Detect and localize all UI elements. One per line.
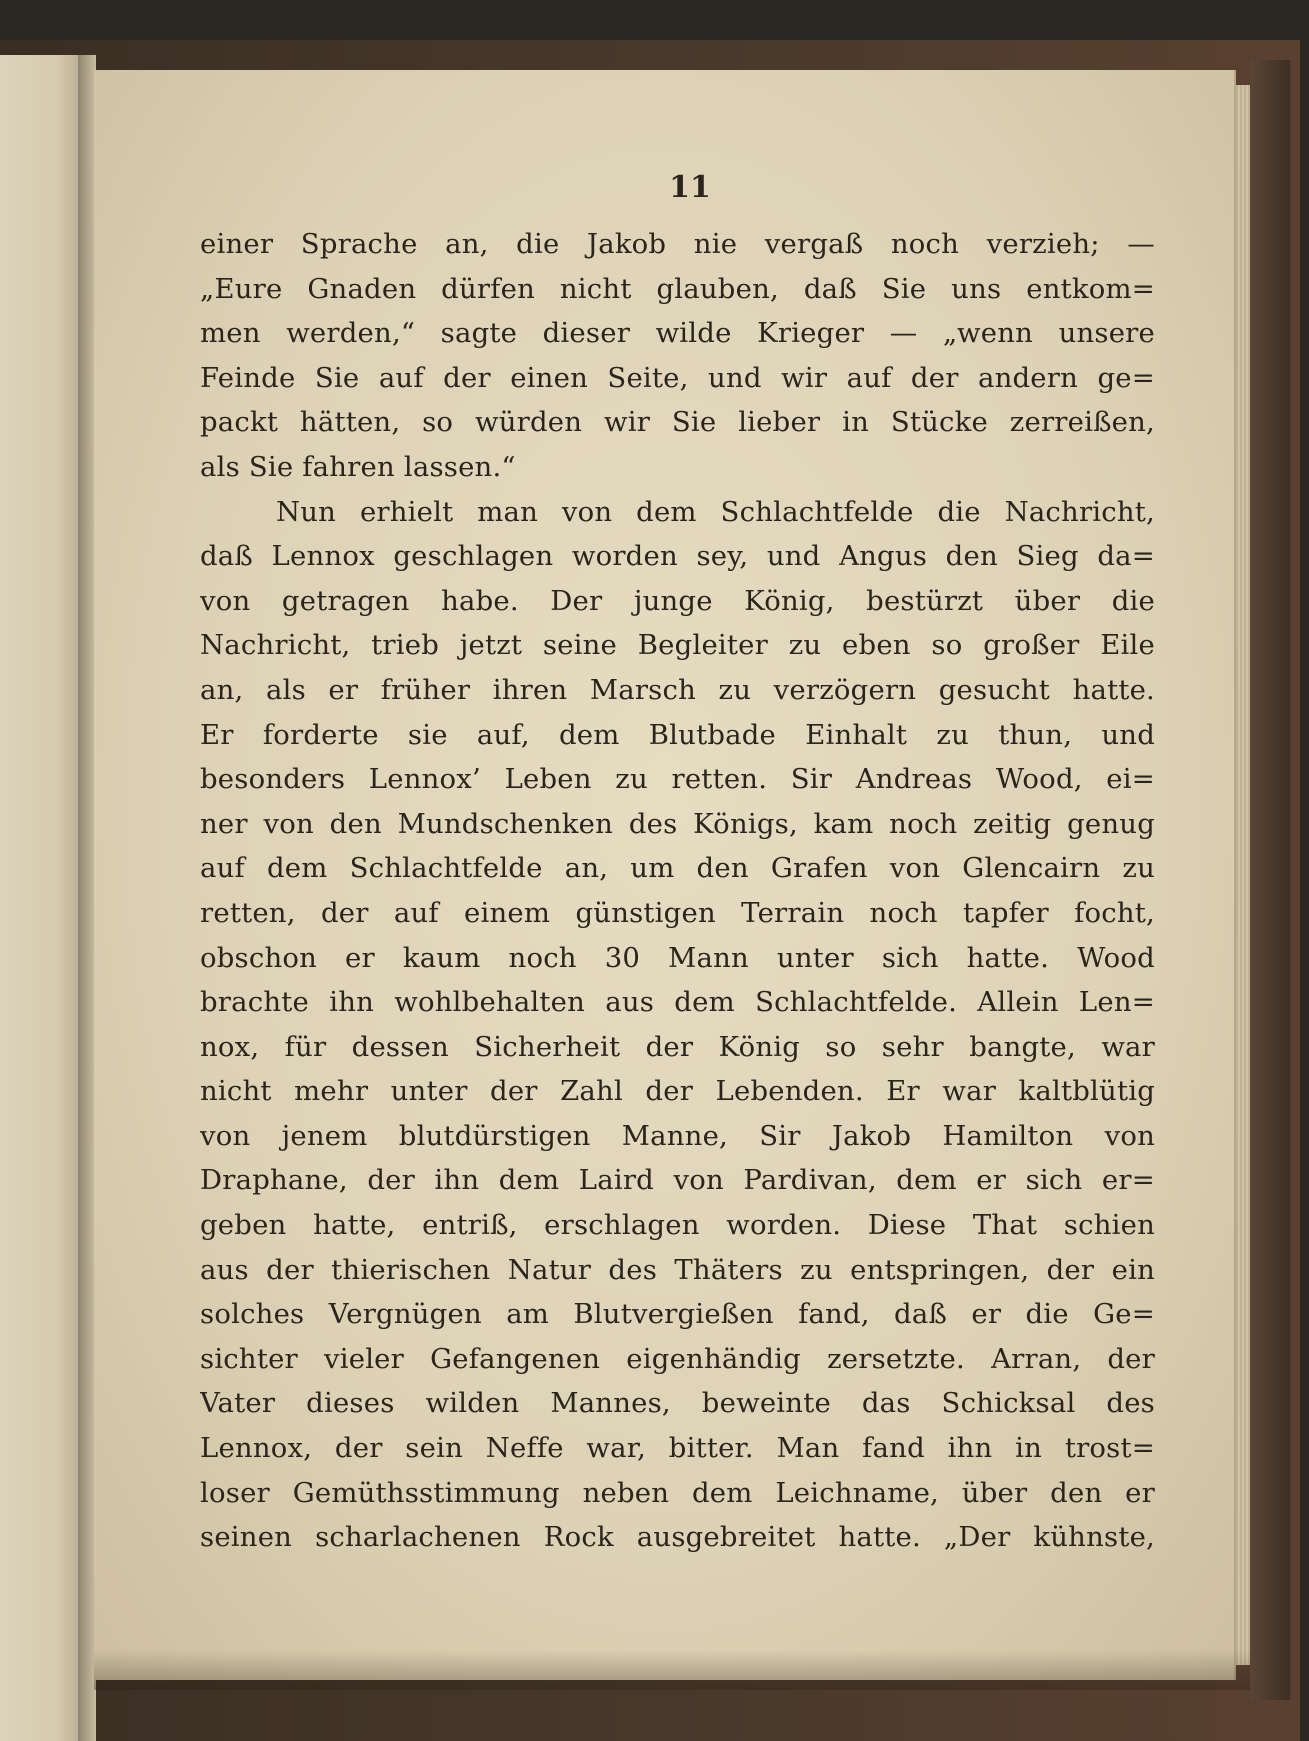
text-line: nicht mehr unter der Zahl der Lebenden. Er war kaltblütig [200,1075,1155,1108]
paragraph-start-line: Nun erhielt man von dem Schlachtfelde die Nachricht, [276,495,1155,528]
text-line: solches Vergnügen am Blutvergießen fand, daß er die Ge= [200,1298,1155,1331]
text-line: Feinde Sie auf der einen Seite, und wir auf der andern ge= [200,361,1155,394]
text-line: loser Gemüthsstimmung neben dem Leichname, über den er [200,1476,1155,1509]
text-line: an, als er früher ihren Marsch zu verzögern gesucht hatte. [200,673,1155,706]
book-cover-edge [1250,60,1290,1700]
left-page-edge [0,55,82,1741]
text-line: packt hätten, so würden wir Sie lieber in Stücke zerreißen, [200,406,1155,439]
text-line: obschon er kaum noch 30 Mann unter sich hatte. Wood [200,941,1155,974]
text-line: retten, der auf einem günstigen Terrain noch tapfer focht, [200,896,1155,929]
text-line: seinen scharlachenen Rock ausgebreitet hatte. „Der kühnste, [200,1521,1155,1554]
text-line: Draphane, der ihn dem Laird von Pardivan, dem er sich er= [200,1164,1155,1197]
page-stack-edges [1234,85,1250,1665]
text-line: geben hatte, entriß, erschlagen worden. Diese That schien [200,1209,1155,1242]
text-line: Vater dieses wilden Mannes, beweinte das Schicksal des [200,1387,1155,1420]
text-line: von getragen habe. Der junge König, bestürzt über die [200,584,1155,617]
text-line: sichter vieler Gefangenen eigenhändig zersetzte. Arran, der [200,1342,1155,1375]
text-line: aus der thierischen Natur des Thäters zu entspringen, der ein [200,1253,1155,1286]
text-line: von jenem blutdürstigen Manne, Sir Jakob Hamilton von [200,1119,1155,1152]
text-line: Lennox, der sein Neffe war, bitter. Man fand ihn in trost= [200,1432,1155,1465]
page-number: 11 [669,170,711,205]
page-shadow [94,1650,1250,1690]
text-line: daß Lennox geschlagen worden sey, und Angus den Sieg da= [200,540,1155,573]
text-line: „Eure Gnaden dürfen nicht glauben, daß Sie uns entkom= [200,272,1155,305]
text-line: Er forderte sie auf, dem Blutbade Einhalt zu thun, und [200,718,1155,751]
text-line: brachte ihn wohlbehalten aus dem Schlachtfelde. Allein Len= [200,986,1155,1019]
text-line: besonders Lennox’ Leben zu retten. Sir Andreas Wood, ei= [200,763,1155,796]
text-line: auf dem Schlachtfelde an, um den Grafen von Glencairn zu [200,852,1155,885]
text-line: nox, für dessen Sicherheit der König so sehr bangte, war [200,1030,1155,1063]
text-line: ner von den Mundschenken des Königs, kam noch zeitig genug [200,807,1155,840]
page-text [200,222,1155,1560]
text-line: als Sie fahren lassen.“ [200,450,516,483]
text-line: einer Sprache an, die Jakob nie vergaß noch verzieh; — [200,228,1155,260]
text-line: Nachricht, trieb jetzt seine Begleiter zu eben so großer Eile [200,629,1155,662]
text-line: men werden,“ sagte dieser wilde Krieger — „wenn unsere [200,317,1155,350]
